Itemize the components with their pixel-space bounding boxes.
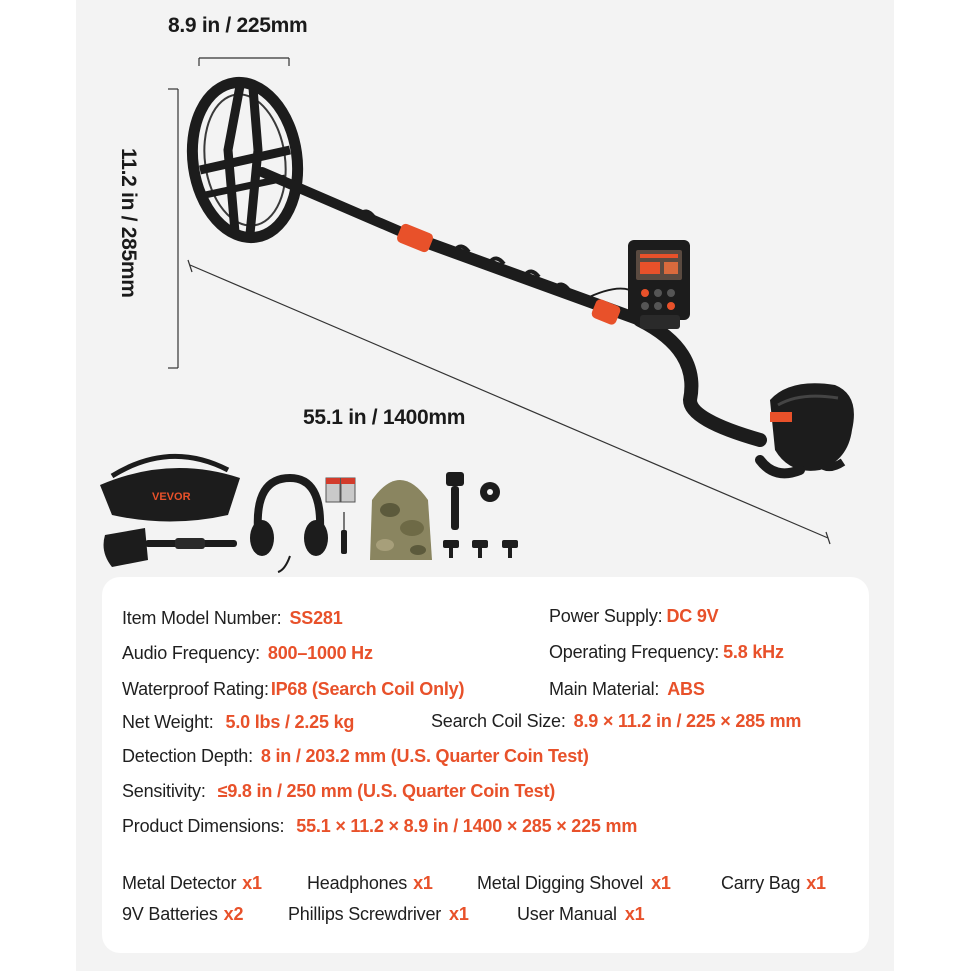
- package-item-name: Carry Bag: [721, 873, 801, 893]
- spec-label: Product Dimensions:: [122, 816, 285, 836]
- spec-sensitivity: [122, 781, 555, 802]
- package-item-qty: x1: [449, 904, 469, 924]
- spec-value: 8 in / 203.2 mm (U.S. Quarter Coin Test): [260, 746, 589, 766]
- spec-value: 5.8 kHz: [723, 642, 784, 662]
- spec-value: ≤9.8 in / 250 mm (U.S. Quarter Coin Test): [217, 781, 556, 801]
- spec-value: DC 9V: [666, 606, 719, 626]
- shovel-image: [104, 528, 237, 567]
- spec-model: [122, 608, 343, 629]
- package-item-user-manual: [517, 904, 644, 925]
- package-item-batteries: [122, 904, 243, 925]
- package-item-metal-detector: [122, 873, 262, 894]
- coil-height-label: 11.2 in / 285mm: [117, 148, 140, 298]
- spec-label: Search Coil Size:: [431, 711, 566, 731]
- spec-value: 800–1000 Hz: [267, 643, 373, 663]
- spec-value: SS281: [289, 608, 343, 628]
- spec-value: IP68 (Search Coil Only): [270, 679, 465, 699]
- bag-brand: VEVOR: [152, 491, 191, 503]
- spec-label: Waterproof Rating:: [122, 679, 269, 699]
- spec-value: 5.0 lbs / 2.25 kg: [225, 712, 355, 732]
- package-item-qty: x1: [413, 873, 433, 893]
- package-item-name: Metal Detector: [122, 873, 237, 893]
- package-item-qty: x2: [223, 904, 244, 924]
- spec-label: Audio Frequency:: [122, 643, 260, 663]
- spec-label: Main Material:: [549, 679, 660, 699]
- spec-value: 8.9 × 11.2 in / 225 × 285 mm: [573, 711, 802, 731]
- spec-label: Net Weight:: [122, 712, 214, 732]
- package-item-shovel: [477, 873, 671, 894]
- package-item-name: Metal Digging Shovel: [477, 873, 644, 893]
- arm-cuff: [760, 383, 854, 473]
- hardware-parts-image: [443, 472, 518, 558]
- spec-label: Item Model Number:: [122, 608, 282, 628]
- spec-label: Operating Frequency:: [549, 642, 720, 662]
- carry-bag-image: [100, 456, 240, 521]
- package-item-qty: x1: [651, 873, 671, 893]
- coil-cover-image: [370, 480, 432, 560]
- spec-value: ABS: [667, 679, 705, 699]
- package-item-qty: x1: [242, 873, 262, 893]
- spec-value: 55.1 × 11.2 × 8.9 in / 1400 × 285 × 225 mm: [296, 816, 638, 836]
- package-item-qty: x1: [624, 904, 645, 924]
- spec-power-supply: [549, 606, 719, 627]
- spec-net-weight: [122, 712, 354, 733]
- coil-width-label: 8.9 in / 225mm: [168, 14, 308, 37]
- package-item-headphones: [307, 873, 433, 894]
- package-item-qty: x1: [806, 873, 826, 893]
- batteries-image: [326, 478, 355, 502]
- spec-product-dimensions: [122, 816, 637, 837]
- spec-waterproof-rating: [122, 679, 464, 700]
- spec-search-coil-size: [431, 711, 801, 732]
- total-length-label: 55.1 in / 1400mm: [303, 406, 466, 429]
- search-coil: [183, 76, 308, 245]
- package-item-carry-bag: [721, 873, 826, 894]
- dimension-lines: [168, 58, 830, 544]
- spec-label: Detection Depth:: [122, 746, 253, 766]
- spec-label: Power Supply:: [549, 606, 663, 626]
- spec-detection-depth: [122, 746, 589, 767]
- spec-operating-frequency: [549, 642, 784, 663]
- package-item-name: Headphones: [307, 873, 408, 893]
- package-item-name: 9V Batteries: [122, 904, 218, 924]
- package-item-name: Phillips Screwdriver: [288, 904, 442, 924]
- spec-main-material: [549, 679, 705, 700]
- screwdriver-image: [341, 512, 347, 554]
- headphones-image: [250, 478, 328, 572]
- package-item-name: User Manual: [517, 904, 617, 924]
- spec-audio-frequency: [122, 643, 373, 664]
- spec-label: Sensitivity:: [122, 781, 206, 801]
- package-item-screwdriver: [288, 904, 469, 925]
- control-box: [628, 240, 690, 329]
